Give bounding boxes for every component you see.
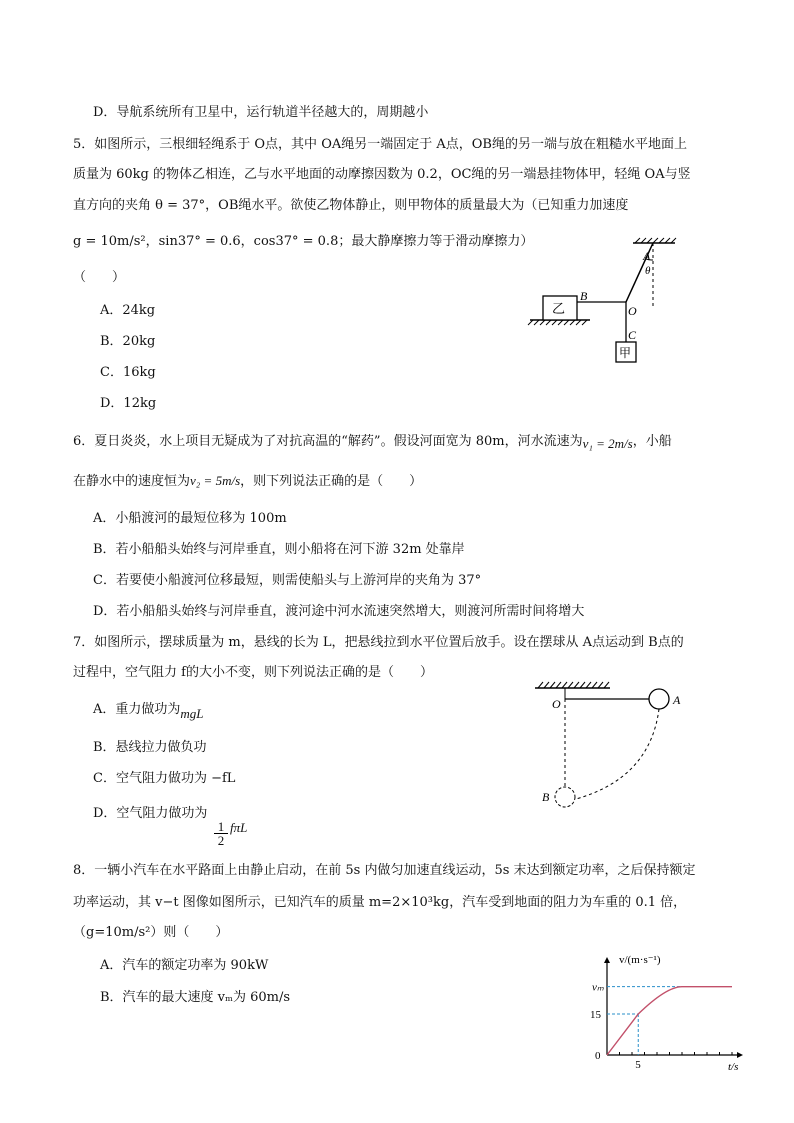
- origin-label: 0: [595, 1050, 601, 1062]
- q7-option-d: D．空气阻力做功为: [93, 806, 208, 821]
- q8-option-a: A．汽车的额定功率为 90kW: [100, 958, 269, 973]
- q7-pendulum-diagram: [530, 678, 720, 813]
- q6-stem-line1: [73, 432, 672, 451]
- q7-option-d-denominator: 2: [214, 833, 228, 847]
- q5-label-yi: 乙: [552, 301, 566, 316]
- q7-label-o: O: [552, 697, 561, 711]
- q6-option-a: A．小船渡河的最短位移为 100m: [93, 511, 287, 526]
- q7-option-d-fraction: [214, 820, 228, 847]
- q6-stem-line2: [73, 472, 422, 491]
- q4-option-d: D．导航系统所有卫星中，运行轨道半径越大的，周期越小: [93, 105, 429, 120]
- q5-stem-line3: 直方向的夹角 θ = 37°，OB绳水平。欲使乙物体静止，则甲物体的质量最大为（已知重力加速度: [73, 198, 629, 213]
- y-tick-label-15: 15: [590, 1009, 601, 1021]
- q7-option-d-expr: fπL: [230, 820, 248, 835]
- series-line-v-t: [607, 987, 732, 1055]
- q7-option-b: B．悬线拉力做负功: [93, 740, 207, 755]
- q7-stem-line2: 过程中，空气阻力 f的大小不变，则下列说法正确的是（ ）: [73, 665, 433, 680]
- q5-option-a: A．24kg: [100, 303, 156, 318]
- q6-stem-line2-text: 在静水中的速度恒为: [73, 474, 191, 489]
- q7-label-b: B: [542, 790, 550, 804]
- q5-label-o: O: [628, 304, 637, 318]
- q7-option-d-numerator: 1: [217, 819, 225, 834]
- q6-stem-line2-end: ，则下列说法正确的是（ ）: [240, 474, 423, 489]
- q5-stem-line2: 质量为 60kg 的物体乙相连，乙与水平地面的动摩擦因数为 0.2，OC绳的另一端悬挂物体甲，轻绳 OA与竖: [73, 167, 691, 182]
- q7-option-c: C．空气阻力做功为 −fL: [93, 771, 236, 786]
- y-axis-label: v/(m·s⁻¹): [619, 954, 661, 966]
- y-axis-arrow: [604, 957, 610, 963]
- y-tick-label-vm: vₘ: [592, 981, 604, 994]
- q8-option-b: B．汽车的最大速度 vₘ为 60m/s: [100, 990, 291, 1005]
- q8-stem-line1: 8．一辆小汽车在水平路面上由静止启动，在前 5s 内做匀加速直线运动，5s 末达到额定功率，之后保持额定: [73, 863, 696, 878]
- q7-option-a-text: A．重力做功为: [93, 702, 181, 717]
- q6-option-b: B．若小船船头始终与河岸垂直，则小船将在河下游 32m 处靠岸: [93, 542, 465, 557]
- q6-v1: v₁ = 2m/s: [582, 436, 633, 451]
- q5-label-theta: θ: [645, 265, 651, 277]
- q8-stem-line3: （g=10m/s²）则（ ）: [73, 925, 229, 940]
- q5-rope-diagram: [525, 238, 685, 368]
- chart-axes: [604, 957, 743, 1058]
- q6-stem-line1-text: 6．夏日炎炎，水上项目无疑成为了对抗高温的“解药”。假设河面宽为 80m，河水流速为: [73, 434, 583, 449]
- q5-stem-line1: 5．如图所示，三根细轻绳系于 O点，其中 OA绳另一端固定于 A点，OB绳的另一端与放在粗糙水平地面上: [73, 137, 687, 152]
- q5-paren: （ ）: [73, 270, 126, 285]
- q8-stem-line2: 功率运动，其 v−t 图像如图所示，已知汽车的质量 m=2×10³kg，汽车受到地面的阻力为车重的 0.1 倍，: [73, 895, 687, 910]
- q7-label-a: A: [673, 693, 681, 707]
- q7-option-a-expr: mgL: [180, 706, 204, 721]
- q5-label-b: B: [580, 289, 588, 303]
- q7-option-a: [93, 700, 204, 719]
- q7-stem-line1: 7．如图所示，摆球质量为 m，悬线的长为 L，把悬线拉到水平位置后放手。设在摆球从 A点运动到 B点的: [73, 635, 684, 650]
- q5-option-c: C．16kg: [100, 365, 156, 380]
- q6-option-c: C．若要使小船渡河位移最短，则需使船头与上游河岸的夹角为 37°: [93, 573, 482, 588]
- q5-label-a: A: [643, 249, 651, 263]
- q5-option-d: D．12kg: [100, 396, 157, 411]
- q5-label-c: C: [628, 328, 637, 342]
- x-axis-label: t/s: [728, 1061, 739, 1073]
- q5-stem-line4: g = 10m/s²，sin37° = 0.6，cos37° = 0.8；最大静摩擦力等于滑动摩擦力）: [73, 234, 534, 249]
- q6-stem-line1-end: ，小船: [632, 434, 672, 449]
- q5-option-b: B．20kg: [100, 334, 156, 349]
- q6-v2: v₂ = 5m/s: [190, 473, 241, 488]
- q8-vt-chart: [585, 955, 775, 1080]
- q5-label-jia: 甲: [619, 346, 632, 360]
- x-axis-arrow: [737, 1052, 743, 1058]
- x-tick-label-5: 5: [635, 1059, 641, 1071]
- q6-option-d: D．若小船船头始终与河岸垂直，渡河途中河水流速突然增大，则渡河所需时间将增大: [93, 604, 585, 619]
